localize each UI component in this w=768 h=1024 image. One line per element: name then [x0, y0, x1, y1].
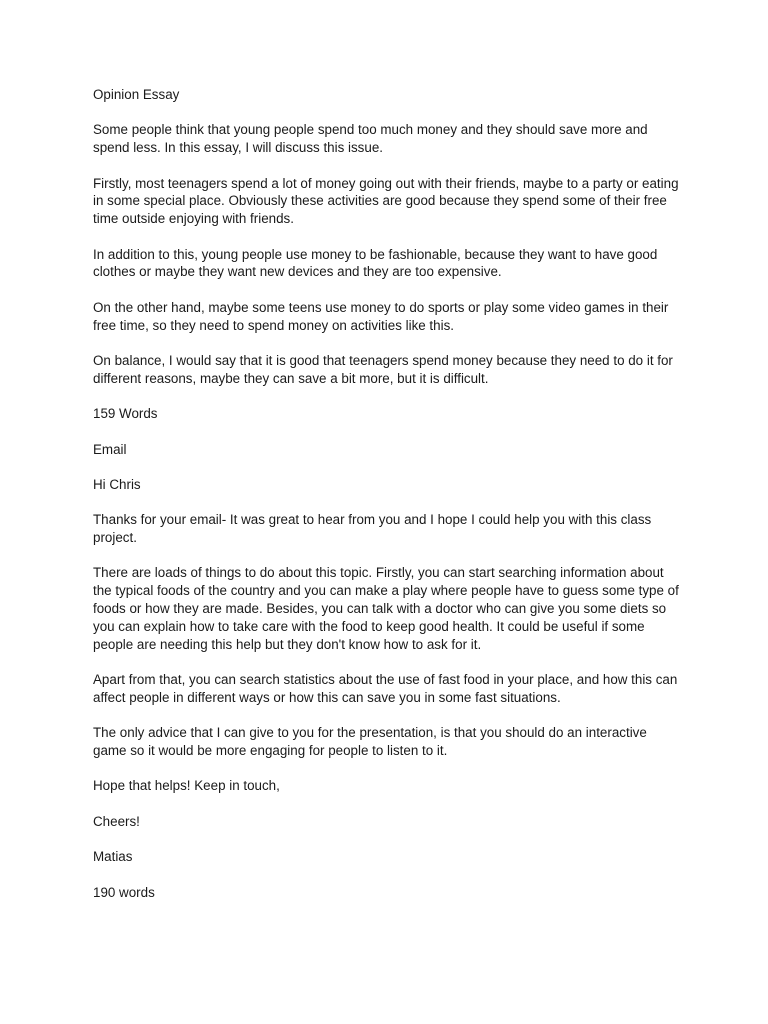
email-greeting: Hi Chris: [93, 476, 141, 492]
email-title: Email: [93, 441, 127, 457]
essay-paragraph: In addition to this, young people use money to be fashionable, because they want to have good clothes or maybe they want new devices and they are too expensive.: [93, 246, 658, 280]
essay-word-count: 159 Words: [93, 406, 158, 422]
essay-paragraph: On balance, I would say that it is good that teenagers spend money because they need to do it for different reasons, maybe they can save a bit more, but it is difficult.: [93, 352, 673, 386]
email-paragraph: Apart from that, you can search statistics about the use of fast food in your place, and how this can affect people in different ways or how this can save you in some fast situations.: [93, 672, 678, 705]
email-word-count: 190 words: [93, 884, 155, 900]
email-paragraph: There are loads of things to do about this topic. Firstly, you can start searching information about the typical foods of the country and you can make a play where people have to guess some type of foods or how they are made. Besides, you can talk with a doctor who can give you some diets so you can explain how to take care with the food to keep good health. It could be useful if some people are needing this help but they don't know how to ask for it.: [93, 565, 679, 652]
document-body: [93, 86, 683, 919]
email-signoff: Cheers!: [93, 813, 140, 829]
email-signature: Matias: [93, 849, 133, 865]
email-closing: Hope that helps! Keep in touch,: [93, 778, 280, 794]
email-paragraph: The only advice that I can give to you for the presentation, is that you should do an interactive game so it would be more engaging for people to listen to it.: [93, 725, 647, 759]
essay-paragraph: Firstly, most teenagers spend a lot of money going out with their friends, maybe to a party or eating in some special place. Obviously these activities are good because they spend some of their free time outside enjoying with friends.: [93, 175, 679, 227]
email-paragraph: Thanks for your email- It was great to hear from you and I hope I could help you with this class project.: [93, 512, 652, 546]
essay-title: Opinion Essay: [93, 87, 180, 102]
essay-paragraph: On the other hand, maybe some teens use money to do sports or play some video games in their free time, so they need to spend money on activities like this.: [93, 299, 669, 333]
essay-paragraph: Some people think that young people spend too much money and they should save more and spend less. In this essay, I will discuss this issue.: [93, 122, 648, 156]
